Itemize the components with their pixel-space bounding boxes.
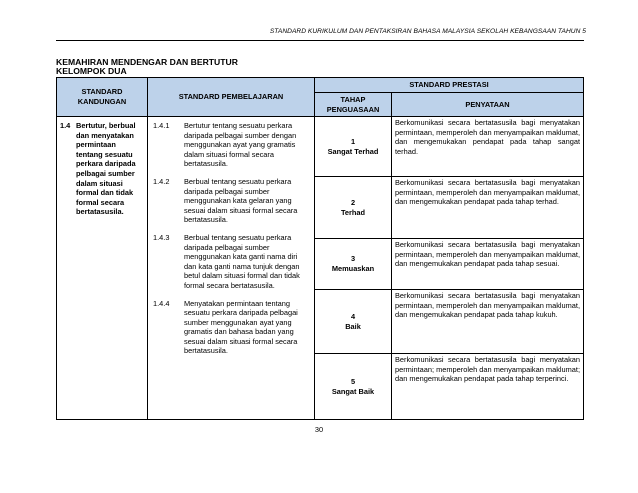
level-cell [315, 354, 392, 420]
section-title: KEMAHIRAN MENDENGAR DAN BERTUTUR [56, 57, 238, 67]
header-standard-kandungan: STANDARD KANDUNGAN [57, 78, 148, 117]
running-header: STANDARD KURIKULUM DAN PENTAKSIRAN BAHASA MALAYSIA SEKOLAH KEBANGSAAN TAHUN 5 [269, 28, 586, 35]
header-penyataan: PENYATAAN [392, 93, 584, 117]
level-label: Terhad [340, 207, 366, 217]
learning-standard-text: Berbual tentang sesuatu perkara daripada pelbagai sumber menggunakan kata gelaran yang sesuai dalam situasi formal secara bertatasusila. [184, 176, 298, 225]
header-rule [56, 40, 584, 41]
level-description: Berkomunikasi secara bertatasusila bagi menyatakan permintaan, memperoleh dan menyampaikan maklumat, dan mengemukakan pendapat pada tahap sangat terhad. [392, 117, 584, 177]
kandungan-number: 1.4 [60, 121, 71, 130]
level-number: 4 [350, 311, 356, 321]
learning-standard-item [151, 121, 311, 169]
level-description: Berkomunikasi secara bertatasusila bagi menyatakan permintaan; memperoleh dan menyampaikan maklumat; dan mengemukakan pendapat pada tahap terperinci. [392, 354, 584, 420]
learning-standard-text: Bertutur tentang sesuatu perkara daripada pelbagai sumber dengan menggunakan ayat yang gramatis dalam situasi formal secara bertatasusila. [184, 121, 297, 169]
curriculum-table [56, 77, 584, 420]
level-label: Memuaskan [331, 264, 375, 273]
level-number: 1 [350, 136, 356, 146]
learning-standard-number: 1.4.4 [153, 298, 170, 308]
level-description: Berkomunikasi secara bertatasusila bagi menyatakan permintaan, memperoleh dan menyampaikan maklumat, dan mengemukakan pendapat pada tahap terhad. [392, 177, 584, 239]
header-standard-prestasi: STANDARD PRESTASI [315, 78, 584, 93]
learning-standard-number: 1.4.3 [153, 232, 170, 242]
page-number: 30 [314, 425, 324, 434]
level-label: Baik [345, 321, 361, 331]
learning-standard-number: 1.4.1 [153, 121, 170, 130]
level-number: 2 [350, 197, 356, 207]
level-number: 5 [350, 376, 356, 386]
kandungan-text: Bertutur, berbual dan menyatakan permintaan tentang sesuatu perkara daripada pelbagai sumber dalam situasi formal dan tidak formal secara bertatasusila. [76, 121, 136, 217]
level-cell [315, 117, 392, 177]
standard-pembelajaran-cell [148, 117, 315, 420]
learning-standard-item [151, 299, 311, 357]
level-number: 3 [350, 254, 356, 264]
level-description: Berkomunikasi secara bertatasusila bagi menyatakan permintaan, memperoleh dan menyampaikan maklumat, dan mengemukakan pendapat pada tahap kukuh. [392, 290, 584, 354]
header-tahap-penguasaan: TAHAP PENGUASAAN [315, 93, 392, 117]
level-cell [315, 290, 392, 354]
learning-standard-item [151, 177, 311, 225]
learning-standard-item [151, 233, 311, 291]
learning-standard-text: Berbual tentang sesuatu perkara daripada pelbagai sumber menggunakan kata ganti nama diri dan kata ganti nama tunjuk dengan betul dalam situasi formal dan tidak formal secara bertatasusila. [184, 232, 300, 290]
header-standard-pembelajaran: STANDARD PEMBELAJARAN [148, 78, 315, 117]
learning-standard-text: Menyatakan permintaan tentang sesuatu perkara daripada pelbagai sumber menggunakan ayat yang gramatis dan bahasa badan yang sesuai dalam situasi formal secara bertatasusila. [184, 298, 298, 356]
level-cell [315, 177, 392, 239]
level-label: Sangat Baik [331, 386, 375, 396]
section-subtitle: KELOMPOK DUA [56, 66, 127, 76]
learning-standard-number: 1.4.2 [153, 176, 170, 186]
level-cell [315, 239, 392, 290]
standard-kandungan-cell [57, 117, 148, 420]
level-label: Sangat Terhad [327, 146, 379, 156]
level-description: Berkomunikasi secara bertatasusila bagi menyatakan permintaan, memperoleh dan menyampaikan maklumat, dan mengemukakan pendapat pada tahap sesuai. [392, 239, 584, 290]
